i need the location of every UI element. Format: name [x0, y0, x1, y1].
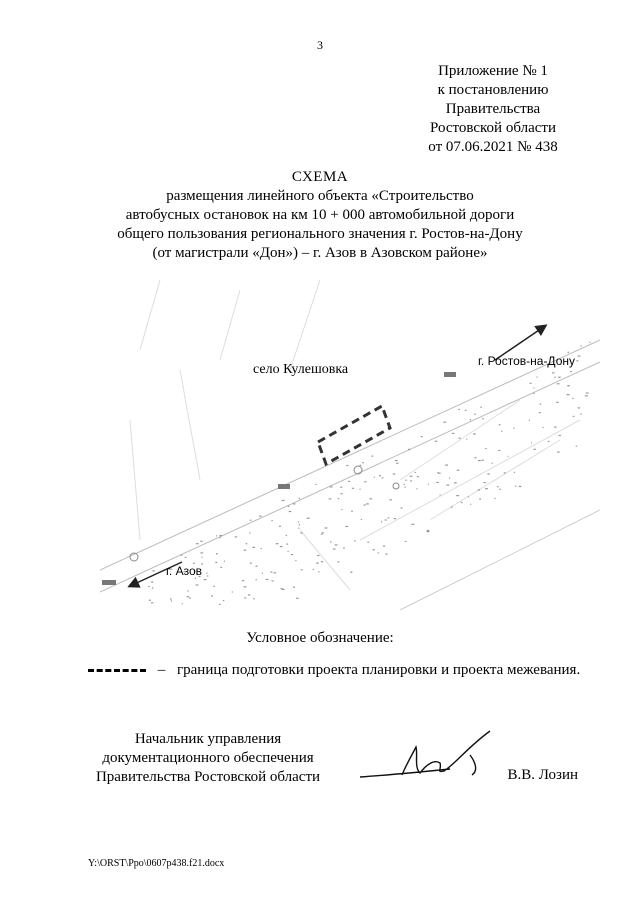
- signatory-position: [88, 730, 328, 787]
- title-heading: СХЕМА: [291, 169, 349, 185]
- map-marking: [501, 431, 502, 432]
- map-marking: [366, 503, 369, 504]
- map-marking: [578, 407, 580, 408]
- map-marking: [552, 372, 554, 373]
- map-marking: [410, 480, 412, 481]
- map-marking: [411, 524, 414, 525]
- handwritten-signature: [350, 725, 510, 795]
- city-label-rostov: г. Ростов-на-Дону: [478, 354, 575, 368]
- map-marking: [478, 489, 481, 490]
- map-marking: [187, 590, 188, 591]
- map-marking: [196, 543, 199, 544]
- map-marking: [346, 465, 348, 466]
- map-marking: [348, 481, 350, 482]
- map-marking: [219, 535, 222, 536]
- map-marking: [589, 342, 590, 343]
- map-marking: [531, 442, 532, 443]
- city-label-azov: г. Азов: [166, 564, 202, 578]
- map-marking: [321, 561, 323, 562]
- map-marking: [540, 404, 542, 405]
- map-marking: [317, 555, 320, 556]
- map-marking: [187, 596, 190, 597]
- map-marking: [298, 528, 299, 529]
- map-marking: [189, 598, 191, 599]
- map-marking: [271, 520, 272, 521]
- map-marking: [291, 554, 293, 555]
- map-marking: [405, 541, 407, 542]
- map-marking: [360, 489, 361, 490]
- map-marking: [470, 419, 471, 420]
- map-marking: [394, 518, 396, 519]
- map-marking: [498, 450, 500, 451]
- map-marking: [244, 586, 247, 587]
- map-marking: [454, 482, 457, 483]
- map-marking: [557, 452, 560, 453]
- map-marking: [272, 580, 274, 581]
- position-line: документационного обеспечения: [102, 750, 314, 766]
- map-marking: [478, 460, 481, 461]
- map-marking: [253, 598, 255, 599]
- map-marking: [289, 511, 292, 512]
- map-marking: [479, 498, 481, 499]
- map-marking: [456, 495, 459, 496]
- map-marking: [481, 460, 484, 461]
- map-marking: [492, 463, 493, 464]
- map-marking: [458, 409, 460, 410]
- map-marking: [280, 546, 283, 547]
- map-marking: [404, 484, 405, 485]
- map-marking: [573, 416, 575, 417]
- map-marking: [170, 598, 172, 599]
- map-marking: [244, 597, 246, 598]
- map-marking: [248, 594, 250, 595]
- map-marking: [338, 561, 340, 562]
- appendix-line: к постановлению: [437, 82, 549, 98]
- map-marking: [202, 557, 203, 558]
- map-marking: [533, 393, 534, 394]
- map-marking: [530, 383, 532, 384]
- map-marking: [299, 498, 300, 499]
- map-marking: [485, 488, 488, 489]
- map-marking: [504, 472, 506, 473]
- map-marking: [219, 604, 221, 605]
- map-marking: [415, 472, 416, 473]
- map-marking: [299, 524, 300, 525]
- map-marking: [539, 412, 541, 413]
- map-marking: [293, 587, 295, 588]
- map-marking: [256, 566, 258, 567]
- map-marking: [345, 526, 348, 527]
- map-marking: [482, 418, 484, 419]
- map-marking: [465, 410, 467, 411]
- map-marking: [341, 493, 343, 494]
- map-marking: [580, 413, 582, 414]
- map-marking: [152, 570, 155, 571]
- dashed-line-icon: [88, 669, 146, 672]
- map-marking: [352, 488, 354, 489]
- map-marking: [333, 549, 336, 550]
- map-marking: [152, 587, 154, 588]
- map-marking: [558, 377, 561, 378]
- map-marking: [181, 555, 183, 556]
- appendix-line: Правительства: [445, 101, 541, 117]
- map-marking: [468, 496, 469, 497]
- map-marking: [534, 449, 536, 450]
- map-marking: [216, 535, 217, 536]
- map-marking: [373, 549, 375, 550]
- map-marking: [585, 395, 588, 396]
- map-marking: [316, 563, 319, 564]
- map-marking: [322, 532, 324, 533]
- map-marking: [572, 398, 573, 399]
- map-marking: [559, 435, 561, 436]
- map-marking: [261, 548, 262, 549]
- map-marking: [437, 472, 438, 473]
- map-marking: [485, 448, 487, 449]
- map-marking: [519, 486, 522, 487]
- map-marking: [451, 507, 453, 508]
- map-marking: [474, 414, 476, 415]
- map-marking: [446, 485, 449, 486]
- map-marking: [427, 530, 429, 531]
- map-marking: [288, 551, 289, 552]
- title-line: размещения линейного объекта «Строительство: [166, 188, 474, 204]
- appendix-block: [403, 62, 583, 157]
- map-marking: [395, 460, 398, 461]
- map-marking: [416, 488, 417, 489]
- map-marking: [369, 498, 372, 499]
- map-marking: [252, 547, 255, 548]
- map-marking: [461, 502, 463, 503]
- map-marking: [554, 427, 557, 428]
- map-marking: [307, 518, 310, 519]
- map-marking: [288, 506, 290, 507]
- map-marking: [282, 500, 285, 501]
- map-marking: [570, 371, 572, 372]
- appendix-line: от 07.06.2021 № 438: [428, 139, 558, 155]
- map-marking: [341, 509, 342, 510]
- map-marking: [286, 535, 287, 536]
- map-marking: [379, 475, 381, 476]
- map-marking: [270, 572, 272, 573]
- map-marking: [274, 572, 276, 573]
- map-marking: [389, 499, 392, 500]
- map-marking: [250, 563, 252, 564]
- map-marking: [185, 557, 187, 558]
- map-marking: [325, 527, 328, 528]
- map-marking: [300, 532, 302, 533]
- map-marking: [151, 602, 153, 603]
- map-marking: [578, 356, 581, 357]
- map-marking: [494, 498, 495, 499]
- legend-heading: Условное обозначение:: [246, 630, 394, 646]
- map-marking: [383, 546, 385, 547]
- map-marking: [316, 484, 317, 485]
- map-marking: [266, 579, 269, 580]
- map-marking: [200, 552, 203, 553]
- map-marking: [351, 511, 353, 512]
- map-marking: [249, 533, 250, 534]
- map-marking: [293, 503, 295, 504]
- appendix-line: Ростовской области: [430, 120, 556, 136]
- map-marking: [548, 441, 550, 442]
- title-line: автобусных остановок на км 10 + 000 автомобильной дороги: [125, 207, 515, 223]
- map-marking: [262, 573, 263, 574]
- map-marking: [385, 554, 387, 555]
- map-marking: [378, 552, 379, 553]
- map-marking: [459, 438, 461, 439]
- map-marking: [449, 478, 450, 479]
- position-line: Начальник управления: [134, 731, 282, 747]
- map-marking: [445, 465, 448, 466]
- map-marking: [213, 586, 215, 587]
- map-marking: [499, 424, 501, 425]
- map-marking: [388, 517, 390, 518]
- file-path: Y:\ORST\Ppo\0607p438.f21.docx: [88, 858, 225, 869]
- map-marking: [223, 600, 225, 601]
- map-marking: [250, 520, 252, 521]
- map-marking: [515, 486, 516, 487]
- map-marking: [200, 541, 203, 542]
- document-title: [60, 168, 580, 263]
- map-marking: [361, 519, 362, 520]
- map-marking: [211, 595, 213, 596]
- map-marking: [554, 377, 555, 378]
- map-marking: [338, 498, 340, 499]
- map-marking: [457, 470, 460, 471]
- map-marking: [435, 441, 438, 442]
- map-marking: [514, 472, 515, 473]
- map-marking: [246, 543, 248, 544]
- map-marking: [385, 519, 387, 520]
- map-marking: [381, 521, 382, 522]
- map-marking: [417, 476, 419, 477]
- boundary-outline: [318, 406, 390, 464]
- map-marking: [470, 504, 471, 505]
- map-marking: [215, 562, 217, 563]
- map-marking: [362, 462, 364, 463]
- map-marking: [567, 394, 570, 395]
- map-marking: [586, 392, 589, 393]
- map-marking: [298, 522, 299, 523]
- map-marking: [581, 345, 582, 346]
- map-marking: [171, 600, 172, 601]
- appendix-line: Приложение № 1: [438, 63, 548, 79]
- map-marking: [242, 580, 244, 581]
- map-marking: [576, 360, 578, 361]
- map-marking: [443, 422, 446, 423]
- map-marking: [427, 531, 430, 532]
- map-marking: [364, 481, 366, 482]
- map-marking: [440, 494, 441, 495]
- title-line: (от магистрали «Дон») – г. Азов в Азовском районе»: [152, 245, 488, 261]
- map-marking: [296, 598, 299, 599]
- map-marking: [343, 548, 345, 549]
- map-marking: [360, 465, 362, 466]
- page-number: 3: [317, 38, 323, 52]
- title-line: общего пользования регионального значения г. Ростов-на-Дону: [117, 226, 523, 242]
- map-marking: [372, 456, 374, 457]
- map-marking: [382, 477, 384, 478]
- map-marking: [279, 526, 281, 527]
- map-marking: [220, 537, 221, 538]
- map-marking: [207, 575, 209, 576]
- map-marking: [313, 569, 314, 570]
- legend-item: [88, 662, 608, 679]
- map-marking: [542, 427, 543, 428]
- map-marking: [350, 572, 352, 573]
- map-marking: [473, 433, 476, 434]
- map-marking: [393, 473, 396, 474]
- map-marking: [480, 407, 482, 408]
- map-marking: [259, 516, 262, 517]
- map-marking: [499, 489, 501, 490]
- map-marking: [567, 385, 570, 386]
- position-line: Правительства Ростовской области: [95, 769, 321, 785]
- map-marking: [367, 542, 369, 543]
- map-marking: [556, 402, 559, 403]
- map-marking: [484, 482, 486, 483]
- map-marking: [321, 534, 323, 535]
- map-marking: [401, 507, 403, 508]
- map-marking: [149, 600, 151, 601]
- map-marking: [301, 569, 303, 570]
- map-marking: [508, 456, 509, 457]
- map-marking: [206, 572, 207, 573]
- map-marking: [404, 487, 405, 488]
- legend-text: граница подготовки проекта планировки и проекта межевания.: [177, 662, 581, 678]
- map-marking: [452, 433, 455, 434]
- map-marking: [220, 567, 222, 568]
- map-marking: [286, 544, 288, 545]
- map-marking: [330, 486, 333, 487]
- signatory-name: В.В. Лозин: [507, 767, 578, 783]
- map-marking: [497, 486, 499, 487]
- map-marking: [408, 449, 410, 450]
- map-marking: [330, 541, 332, 542]
- map-marking: [576, 446, 578, 447]
- map-marking: [405, 480, 407, 481]
- map-marking: [557, 383, 560, 384]
- map-marking: [232, 591, 233, 592]
- map-marking: [354, 540, 356, 541]
- map-marking: [568, 352, 570, 353]
- map-marking: [282, 589, 285, 590]
- map-marking: [410, 476, 413, 477]
- map-marking: [396, 463, 398, 464]
- map-marking: [295, 560, 296, 561]
- map-marking: [421, 436, 423, 437]
- map-marking: [513, 428, 514, 429]
- map-marking: [533, 387, 534, 388]
- map-marking: [474, 457, 476, 458]
- map-marking: [318, 571, 319, 572]
- map-marking: [151, 581, 153, 582]
- map-marking: [340, 487, 342, 488]
- map-marking: [148, 586, 150, 587]
- map-marking: [428, 484, 429, 485]
- village-label: село Кулешовка: [253, 362, 349, 377]
- map-marking: [256, 579, 257, 580]
- map-marking: [364, 504, 366, 505]
- map-marking: [537, 377, 538, 378]
- map-marking: [374, 477, 375, 478]
- map-marking: [182, 603, 183, 604]
- legend-separator: –: [157, 662, 166, 678]
- map-marking: [276, 543, 279, 544]
- map-marking: [436, 482, 439, 483]
- map-marking: [329, 498, 332, 499]
- map-marking: [216, 553, 218, 554]
- map-marking: [466, 439, 467, 440]
- map-marking: [244, 550, 247, 551]
- map-marking: [529, 420, 530, 421]
- map-marking: [196, 584, 199, 585]
- map-marking: [235, 536, 237, 537]
- map-marking: [224, 561, 225, 562]
- map-marking: [204, 579, 207, 580]
- map-marking: [335, 544, 338, 545]
- location-map: [100, 280, 600, 610]
- map-marking: [487, 473, 489, 474]
